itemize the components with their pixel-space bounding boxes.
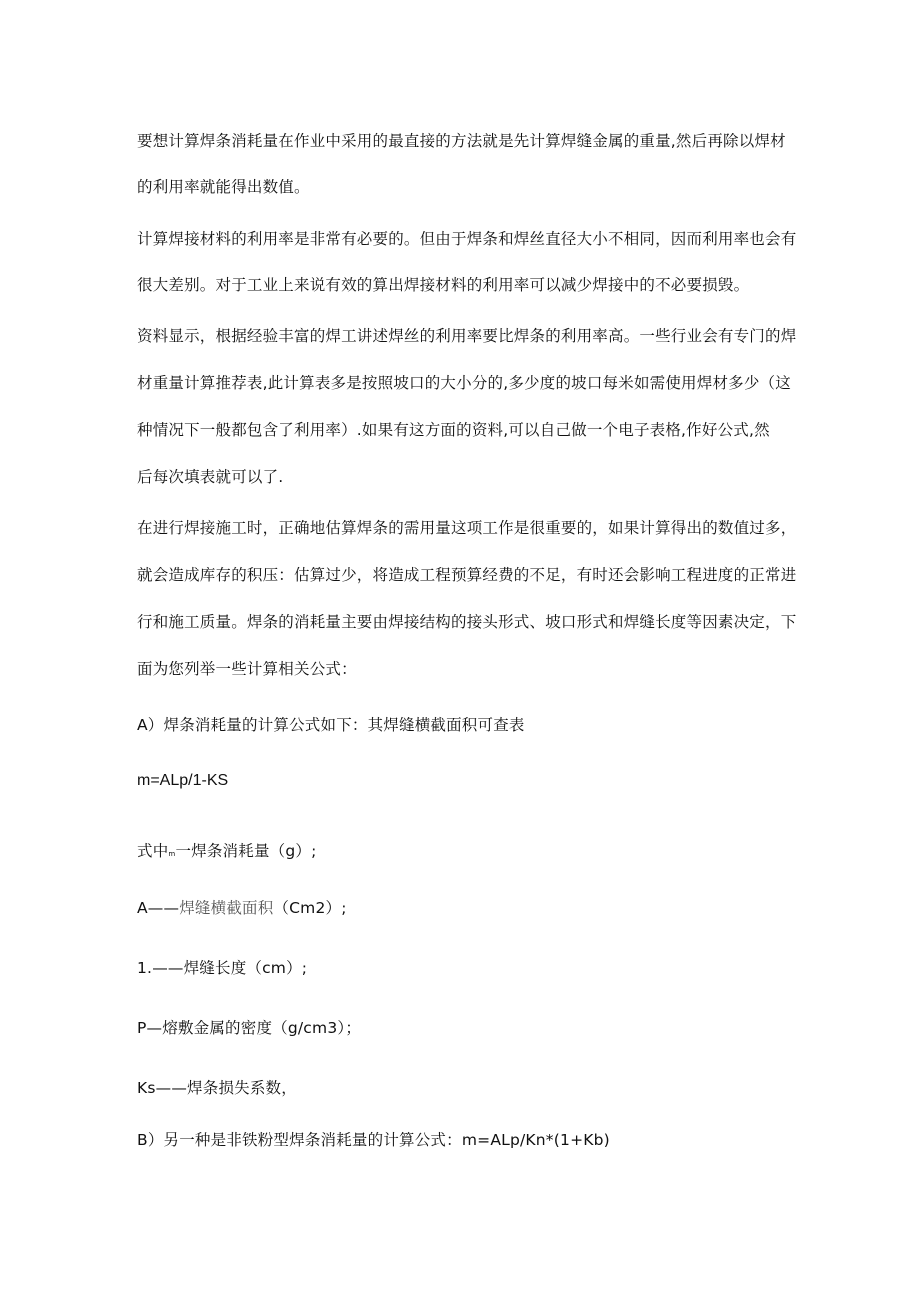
paragraph4-line4: 面为您列举一些计算相关公式： [137, 660, 357, 678]
paragraph1-line2: 的利用率就能得出数值。 [137, 178, 310, 196]
definition-A-symbol: A—— [137, 899, 180, 917]
paragraph2-line1: 计算焊接材料的利用率是非常有必要的。但由于焊条和焊丝直径大小不相同，因而利用率也会有 [137, 230, 797, 248]
formula-b-heading: B）另一种是非铁粉型焊条消耗量的计算公式：m=ALp/Kn*(1+Kb) [137, 1131, 610, 1149]
definition-Ks: Ks——焊条损失系数， [137, 1079, 297, 1097]
paragraph2-line2: 很大差别。对于工业上来说有效的算出焊接材料的利用率可以减少焊接中的不必要损毁。 [137, 276, 750, 294]
paragraph3-line1: 资料显示，根据经验丰富的焊工讲述焊丝的利用率要比焊条的利用率高。一些行业会有专门的焊 [137, 327, 797, 345]
definition-L: 1.——焊缝长度（cm）; [137, 959, 308, 977]
paragraph4-line1: 在进行焊接施工时，正确地估算焊条的需用量这项工作是很重要的，如果计算得出的数值过多， [137, 519, 797, 537]
definition-P: P—熔敷金属的密度（g/cm3）； [137, 1019, 362, 1037]
definition-A-unit: （Cm2）; [273, 899, 347, 917]
formula-a-heading: A）焊条消耗量的计算公式如下：其焊缝横截面积可查表 [137, 716, 525, 734]
definition-m-mark: m [168, 850, 176, 858]
definition-m-suffix: 一焊条消耗量（g）; [175, 842, 317, 860]
definition-m [137, 841, 317, 864]
definition-A-text: 焊缝横截面积 [179, 899, 274, 917]
definition-A [137, 898, 347, 918]
paragraph4-line3: 行和施工质量。焊条的消耗量主要由焊接结构的接头形式、坡口形式和焊缝长度等因素决定，下 [137, 613, 797, 631]
definition-m-prefix: 式中 [137, 842, 169, 860]
formula-a-equation: m=ALp/1-KS [137, 772, 229, 789]
paragraph3-line2: 材重量计算推荐表,此计算表多是按照坡口的大小分的,多少度的坡口每米如需使用焊材多少（这 [137, 374, 791, 392]
paragraph4-line2: 就会造成库存的积压：估算过少，将造成工程预算经费的不足，有时还会影响工程进度的正常进 [137, 566, 797, 584]
paragraph3-line4: 后每次填表就可以了. [137, 468, 284, 486]
paragraph1-line1: 要想计算焊条消耗量在作业中采用的最直接的方法就是先计算焊缝金属的重量,然后再除以焊材 [137, 132, 786, 150]
paragraph3-line3: 种情况下一般都包含了利用率）.如果有这方面的资料,可以自己做一个电子表格,作好公式,然 [137, 421, 770, 439]
